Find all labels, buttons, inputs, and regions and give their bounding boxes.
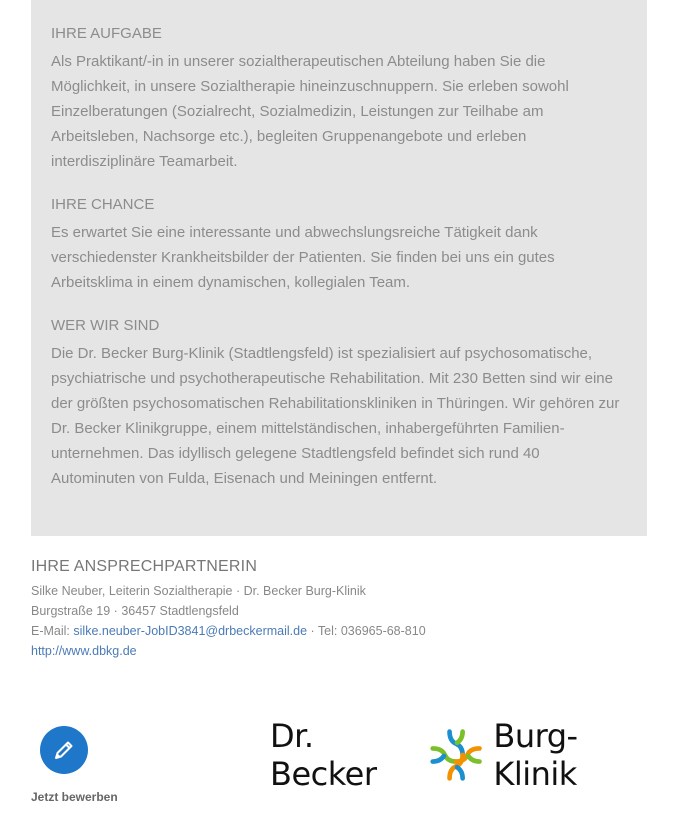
section-heading: IHRE CHANCE: [51, 196, 155, 213]
email-link[interactable]: silke.neuber-JobID3841@drbeckermail.de: [73, 624, 308, 638]
section-heading: IHRE AUFGABE: [51, 25, 162, 42]
contact-name: Silke Neuber, Leiterin Sozialtherapie · Dr. Becker Burg-Klinik: [31, 584, 366, 598]
apply-block: [31, 726, 151, 804]
section-heading: WER WIR SIND: [51, 317, 160, 334]
email-label: E-Mail:: [31, 624, 70, 638]
job-details-box: [31, 0, 647, 536]
logo-text-right: Burg-Klinik: [493, 717, 578, 793]
contact-phone: · Tel: 036965-68-810: [307, 624, 426, 638]
contact-address: Burgstraße 19 · 36457 Stadtlengsfeld: [31, 604, 239, 618]
clinic-logo: [270, 717, 650, 793]
section-task: [51, 25, 627, 174]
logo-text-left: Dr. Becker: [270, 717, 377, 793]
contact-block: [31, 558, 651, 661]
section-body: Es erwartet Sie eine interessante und abwechslungsreiche Tätigkeit dank verschiedenster Krankheitsbilder der Patienten. Sie finden bei uns ein gutes Arbeitsklima in einem dynamischen, kollegialen Team.: [51, 224, 555, 291]
apply-button[interactable]: [40, 726, 88, 774]
clinic-logo-icon: [429, 726, 483, 784]
apply-label[interactable]: Jetzt bewerben: [31, 790, 118, 804]
contact-email-phone: [31, 621, 651, 641]
pencil-icon: [52, 738, 76, 762]
section-chance: [51, 196, 627, 295]
website-link[interactable]: http://www.dbkg.de: [31, 644, 137, 658]
section-body: Die Dr. Becker Burg-Klinik (Stadtlengsfeld) ist spezialisiert auf psychosomatische, psychiatrische und psychotherapeutische Rehabilitation. Mit 230 Betten sind wir eine der größten psychosomatischen Rehabilitationskliniken in Thüringen. Wir gehören zur Dr. Becker Klinikgruppe, einem mittelständischen, inhabergeführten Familien-unternehmen. Das idyllisch gelegene Stadtlengsfeld befindet sich rund 40 Autominuten von Fulda, Eisenach und Meiningen entfernt.: [51, 345, 620, 487]
section-about-us: [51, 317, 627, 491]
contact-website: [31, 641, 651, 661]
contact-heading: IHRE ANSPRECHPARTNERIN: [31, 558, 258, 575]
section-body: Als Praktikant/-in in unserer sozialtherapeutischen Abteilung haben Sie die Möglichkeit, in unsere Sozialtherapie hineinzuschnuppern. Sie erleben sowohl Einzelberatungen (Sozialrecht, Sozialmedizin, Leistungen zur Teilhabe am Arbeitsleben, Nachsorge etc.), begleiten Gruppenangebote und erleben interdisziplinäre Teamarbeit.: [51, 53, 569, 170]
